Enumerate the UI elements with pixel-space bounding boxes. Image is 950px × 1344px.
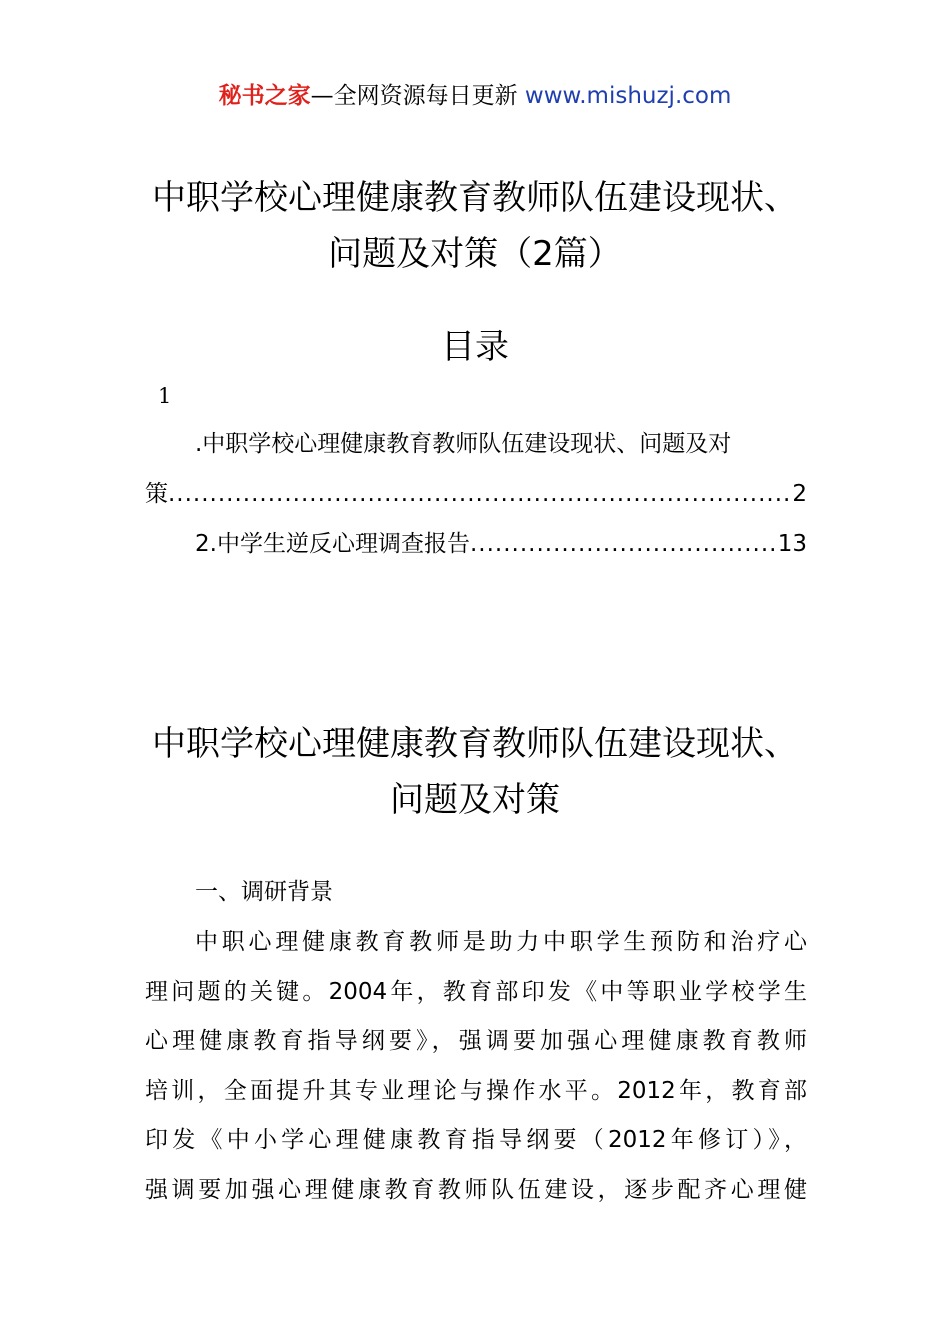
body-line: 心理健康教育指导纲要》，强调要加强心理健康教育教师 xyxy=(145,1028,807,1055)
toc-item-text: 2.中学生逆反心理调查报告 xyxy=(195,531,470,557)
banner-url-link[interactable]: www.mishuzj.com xyxy=(524,83,732,109)
document-title-line: 中职学校心理健康教育教师队伍建设现状、 xyxy=(152,178,798,218)
toc-leader-dots xyxy=(168,478,792,510)
toc-leader-dots xyxy=(470,528,778,560)
article-title-line: 问题及对策 xyxy=(390,780,560,820)
banner-slogan: —全网资源每日更新 xyxy=(310,83,525,109)
document-title xyxy=(130,170,820,282)
toc-number: 1 xyxy=(158,384,172,408)
body-paragraph xyxy=(145,918,807,1216)
section-heading: 一、调研背景 xyxy=(195,879,333,905)
article-title xyxy=(130,716,820,828)
banner-brand: 秘书之家 xyxy=(218,83,311,109)
body-line: 强调要加强心理健康教育教师队伍建设，逐步配齐心理健 xyxy=(145,1176,807,1203)
toc-item-1-line-2[interactable] xyxy=(145,478,807,510)
toc-page-number: 13 xyxy=(777,531,807,557)
body-line: 理问题的关键。2004年，教育部印发《中等职业学校学生 xyxy=(145,978,807,1005)
toc-item-text: 策 xyxy=(145,481,168,507)
site-banner xyxy=(0,80,950,112)
toc-item-text: .中职学校心理健康教育教师队伍建设现状、问题及对 xyxy=(195,431,732,457)
toc-item-2[interactable] xyxy=(145,528,807,560)
article-title-line: 中职学校心理健康教育教师队伍建设现状、 xyxy=(152,724,798,764)
body-line: 培训，全面提升其专业理论与操作水平。2012年，教育部 xyxy=(145,1077,807,1104)
toc-heading: 目录 xyxy=(441,327,509,367)
toc-page-number: 2 xyxy=(792,481,807,507)
toc-item-1-line-1[interactable] xyxy=(145,428,807,460)
body-line: 印发《中小学心理健康教育指导纲要（2012年修订）》， xyxy=(145,1127,807,1154)
document-title-line: 问题及对策（2篇） xyxy=(328,234,622,274)
body-line: 中职心理健康教育教师是助力中职学生预防和治疗心 xyxy=(195,929,807,955)
